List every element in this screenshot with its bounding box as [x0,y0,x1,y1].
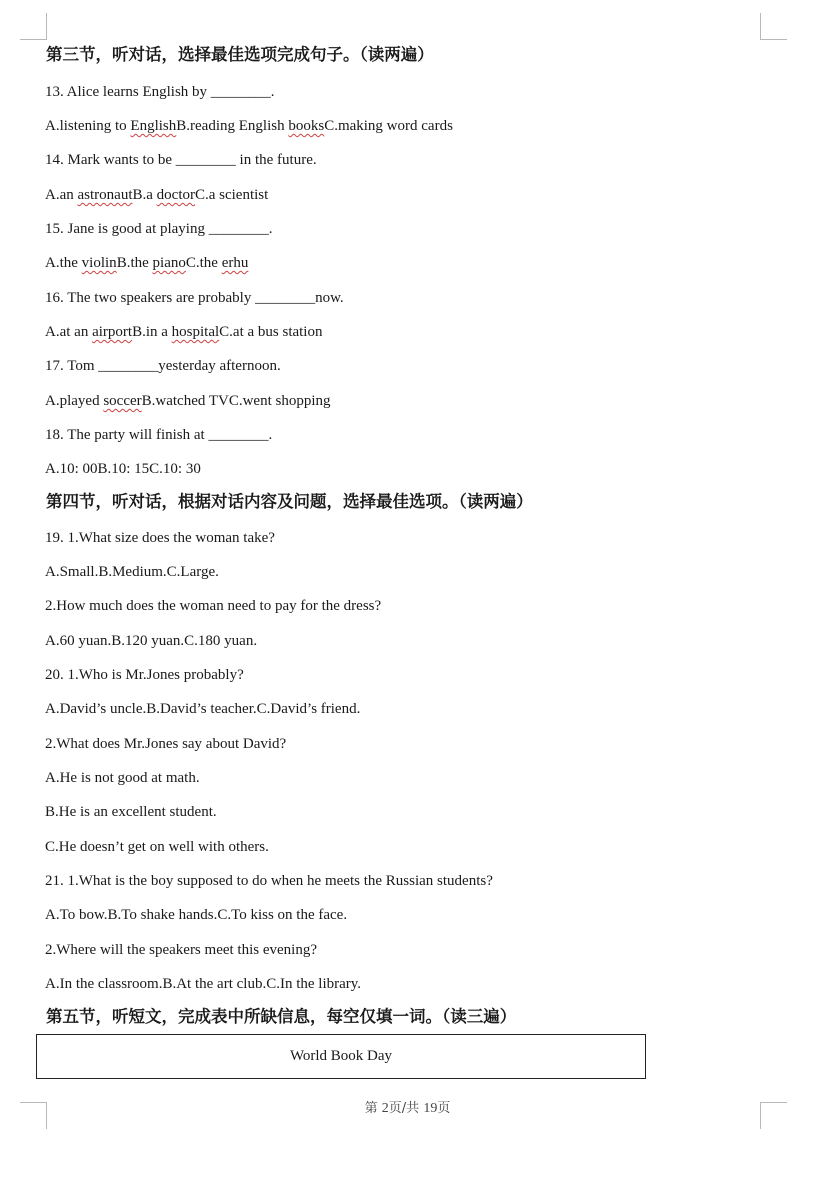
q20-1-stem: 20. 1.Who is Mr.Jones probably? [45,667,244,683]
q19-1-options: A.Small.B.Medium.C.Large. [45,564,219,580]
q21-2-options: A.In the classroom.B.At the art club.C.In the library. [45,976,362,992]
q21-1-stem: 21. 1.What is the boy supposed to do when he meets the Russian students? [45,873,493,889]
page-total: 19 [423,1101,438,1116]
q19-2-stem: 2.How much does the woman need to pay for the dress? [45,598,382,614]
q13-stem: 13. Alice learns English by ________. [45,84,275,100]
q18-options: A.10: 00B.10: 15C.10: 30 [45,461,201,477]
q20-1-options: A.David’s uncle.B.David’s teacher.C.David’s friend. [45,701,361,717]
info-table [36,1034,646,1079]
q16-options: A.at an airportB.in a hospitalC.at a bus station [45,324,323,340]
page-footer: 第 2页/共 19页 [364,1101,451,1116]
q18-stem: 18. The party will finish at ________. [45,427,273,443]
table-title: World Book Day [289,1048,393,1064]
q20-2-stem: 2.What does Mr.Jones say about David? [45,736,287,752]
q13-options: A.listening to EnglishB.reading English booksC.making word cards [45,118,453,134]
q19-2-options: A.60 yuan.B.120 yuan.C.180 yuan. [45,633,258,649]
q16-stem: 16. The two speakers are probably ________now. [45,290,344,306]
section3-heading: 第三节，听对话，选择最佳选项完成句子。（读两遍） [46,45,434,64]
q15-options: A.the violinB.the pianoC.the erhu [45,255,249,271]
q17-stem: 17. Tom ________yesterday afternoon. [45,358,281,374]
q20-2-option-c: C.He doesn’t get on well with others. [45,839,269,855]
q20-2-option-b: B.He is an excellent student. [45,804,217,820]
crop-mark-top-left [20,13,47,40]
section4-heading: 第四节，听对话，根据对话内容及问题，选择最佳选项。（读两遍） [46,492,533,511]
q17-options: A.played soccerB.watched TVC.went shopping [45,393,331,409]
q21-2-stem: 2.Where will the speakers meet this evening? [45,942,317,958]
q19-1-stem: 19. 1.What size does the woman take? [45,530,275,546]
q20-2-option-a: A.He is not good at math. [45,770,200,786]
q21-1-options: A.To bow.B.To shake hands.C.To kiss on the face. [45,907,348,923]
q14-stem: 14. Mark wants to be ________ in the future. [45,152,317,168]
crop-mark-top-right [760,13,787,40]
q14-options: A.an astronautB.a doctorC.a scientist [45,187,269,203]
section5-heading: 第五节，听短文，完成表中所缺信息，每空仅填一词。（读三遍） [46,1007,517,1026]
page-number: 2 [381,1101,389,1116]
q15-stem: 15. Jane is good at playing ________. [45,221,273,237]
